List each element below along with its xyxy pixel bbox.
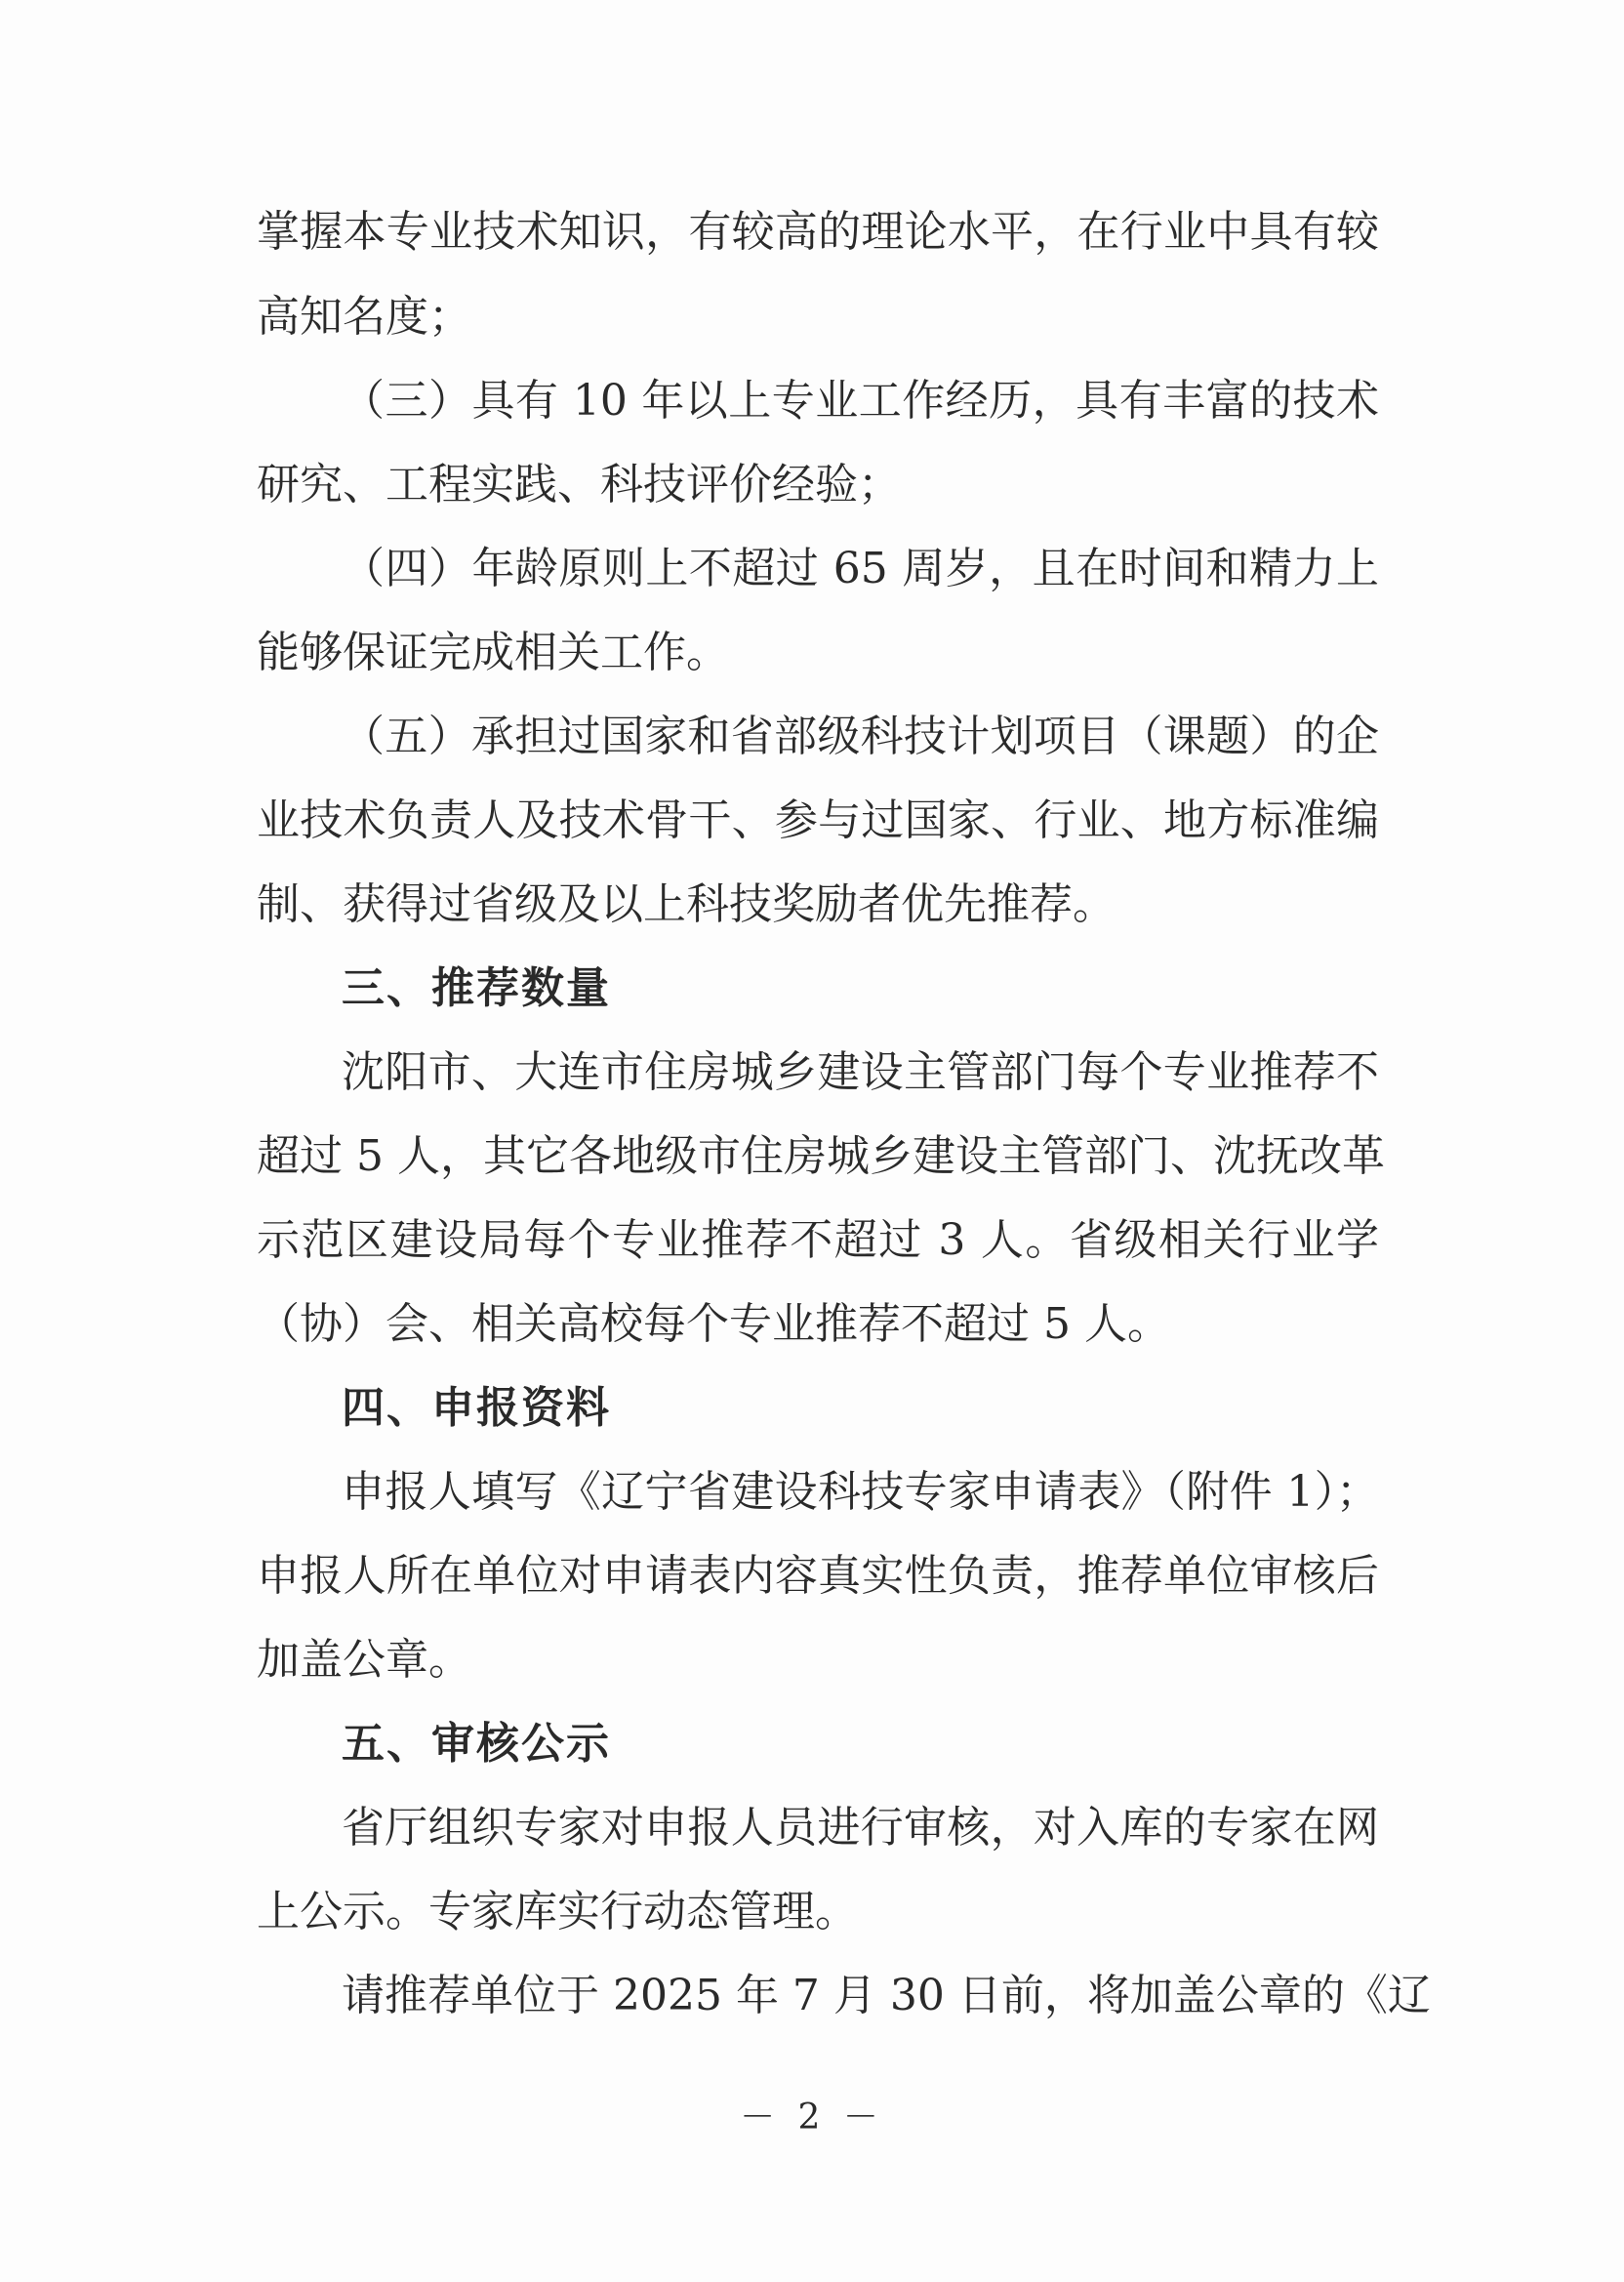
paragraph-line: 请推荐单位于 2025 年 7 月 30 日前，将加盖公章的《辽 [342, 1971, 1431, 2020]
paragraph-line: 沈阳市、大连市住房城乡建设主管部门每个专业推荐不 [342, 1047, 1379, 1097]
paragraph-line: 申报人所在单位对申请表内容真实性负责，推荐单位审核后 [257, 1551, 1379, 1601]
section-heading: 四、申报资料 [342, 1383, 611, 1433]
paragraph-line: 示范区建设局每个专业推荐不超过 3 人。省级相关行业学 [257, 1215, 1379, 1265]
paragraph-line: （五）承担过国家和省部级科技计划项目（课题）的企 [342, 712, 1379, 761]
paragraph-line: 研究、工程实践、科技评价经验； [257, 460, 901, 509]
paragraph-line: （协）会、相关高校每个专业推荐不超过 5 人。 [257, 1299, 1170, 1349]
paragraph-line: 加盖公章。 [257, 1635, 471, 1685]
paragraph-line: 高知名度； [257, 292, 471, 342]
paragraph-line: 业技术负责人及技术骨干、参与过国家、行业、地方标准编 [257, 795, 1379, 845]
paragraph-line: 超过 5 人，其它各地级市住房城乡建设主管部门、沈抚改革 [257, 1131, 1385, 1181]
paragraph-line: 申报人填写《辽宁省建设科技专家申请表》（附件 1）； [342, 1467, 1379, 1517]
section-heading: 五、审核公示 [342, 1719, 611, 1769]
paragraph-line: 上公示。专家库实行动态管理。 [257, 1887, 858, 1936]
paragraph-line: （三）具有 10 年以上专业工作经历，具有丰富的技术 [342, 376, 1379, 426]
paragraph-line: 能够保证完成相关工作。 [257, 628, 729, 677]
page-number: － 2 － [740, 2098, 884, 2138]
paragraph-line: 制、获得过省级及以上科技奖励者优先推荐。 [257, 879, 1116, 929]
paragraph-line: （四）年龄原则上不超过 65 周岁，且在时间和精力上 [342, 544, 1379, 593]
paragraph-line: 省厅组织专家对申报人员进行审核，对入库的专家在网 [342, 1803, 1379, 1853]
paragraph-line: 掌握本专业技术知识，有较高的理论水平，在行业中具有较 [257, 207, 1379, 257]
section-heading: 三、推荐数量 [342, 963, 611, 1013]
